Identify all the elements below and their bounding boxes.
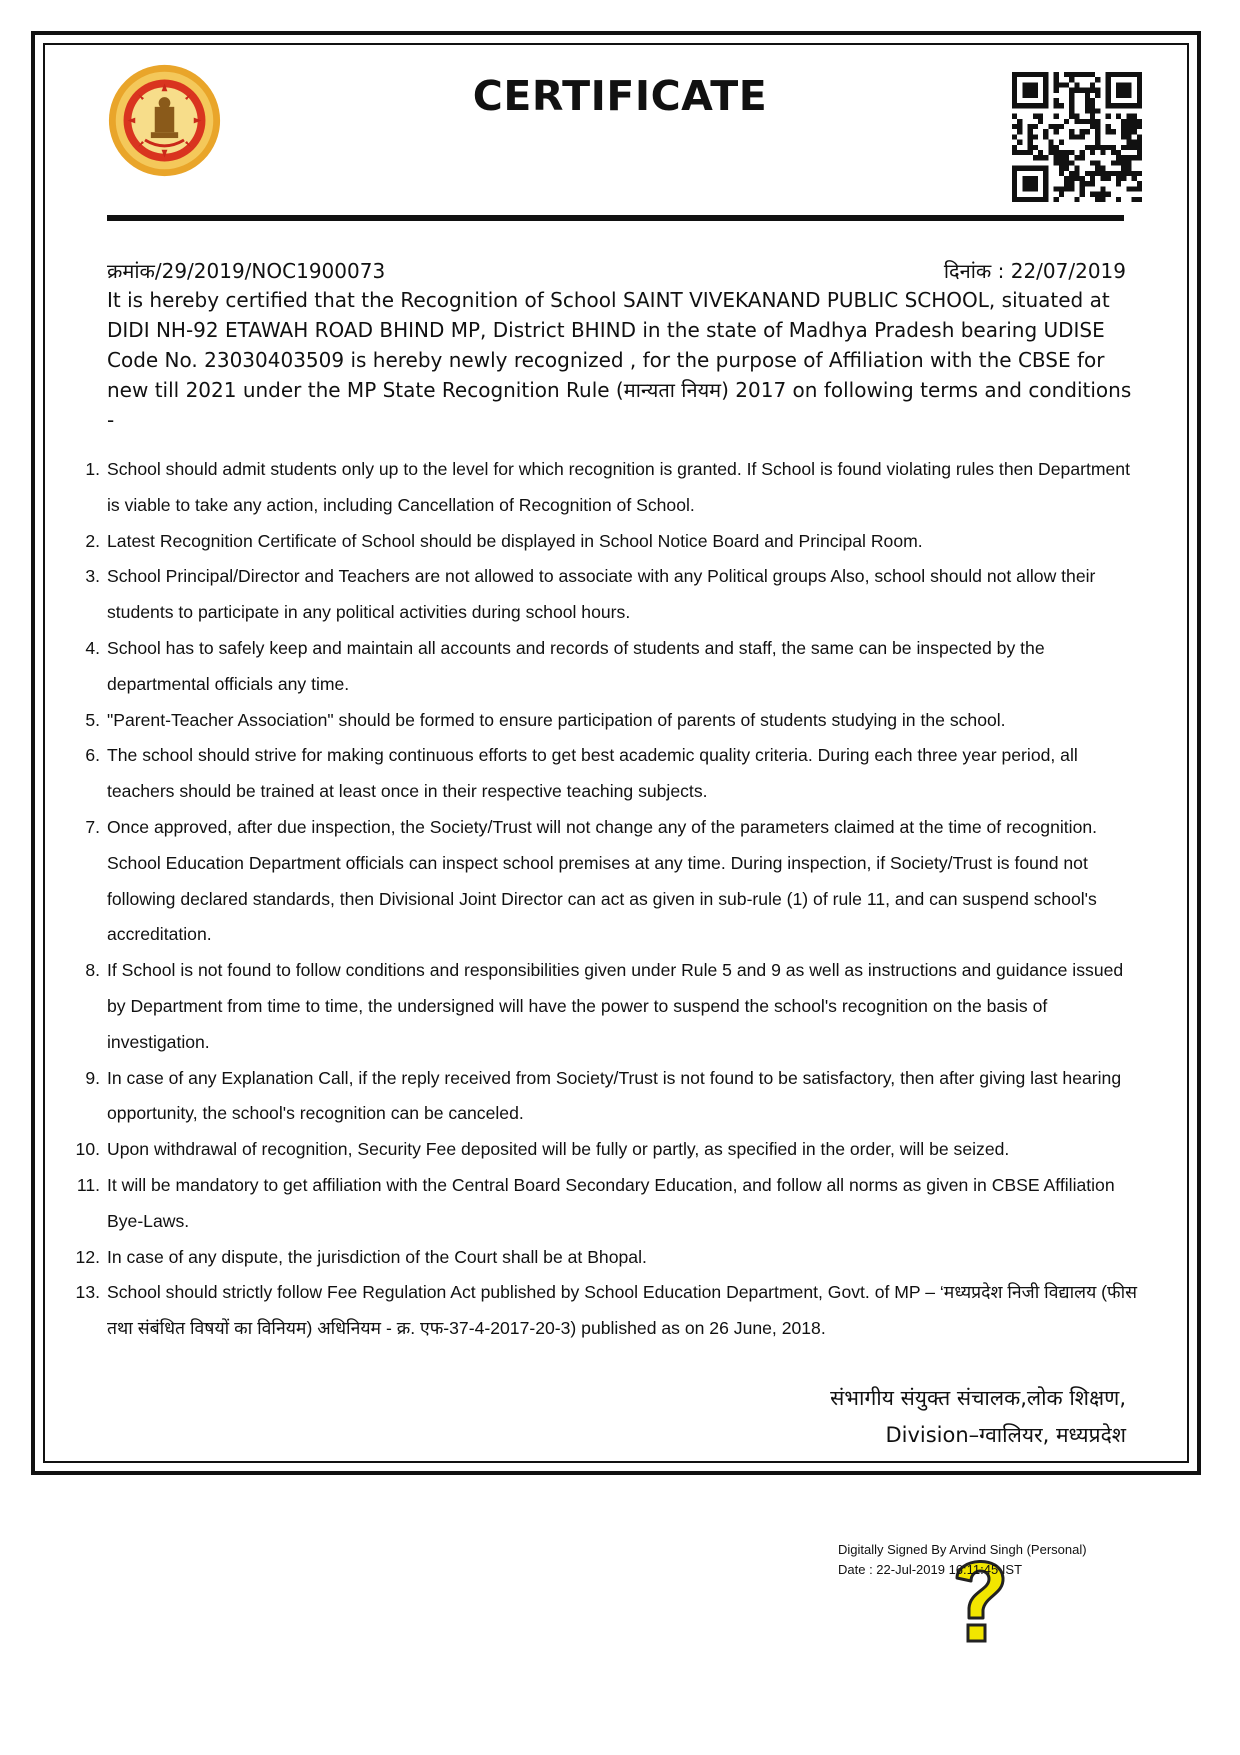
condition-number: 2. xyxy=(85,530,100,551)
condition-text: In case of any Explanation Call, if the reply received from Society/Trust is not found to be satisfactory, then after giving last hearing opportunity, the school's recognition can be canceled. xyxy=(107,1067,1122,1124)
issue-date xyxy=(944,257,1126,284)
qr-code-icon xyxy=(1012,72,1142,202)
condition-number: 6. xyxy=(85,745,100,766)
condition-text: Latest Recognition Certificate of School should be displayed in School Notice Board and Principal Room. xyxy=(107,530,923,551)
condition-item xyxy=(70,810,1140,953)
condition-number: 4. xyxy=(85,637,100,658)
condition-item xyxy=(70,559,1140,631)
condition-number: 9. xyxy=(85,1067,100,1088)
condition-item xyxy=(70,1275,1140,1347)
condition-text: Once approved, after due inspection, the Society/Trust will not change any of the parameters claimed at the time of recognition. School Education Department officials can inspect school premises at any time. During inspection, if Society/Trust is found not following declared standards, then Divisional Joint Director can act as given in sub-rule (1) of rule 11, and can suspend school's accreditation. xyxy=(107,816,1098,945)
condition-number: 8. xyxy=(85,960,100,981)
condition-text: The school should strive for making continuous efforts to get best academic quality criteria. During each three year period, all teachers should be trained at least once in their respective teaching subjects. xyxy=(107,745,1078,802)
condition-number: 5. xyxy=(85,709,100,730)
condition-item xyxy=(70,452,1140,524)
date-label: दिनांक : xyxy=(943,259,1011,283)
digital-signature-block xyxy=(838,1540,1087,1580)
condition-text: Upon withdrawal of recognition, Security Fee deposited will be fully or partly, as specified in the order, will be seized. xyxy=(107,1139,1010,1160)
condition-number: 1. xyxy=(85,459,100,479)
condition-text: It will be mandatory to get affiliation with the Central Board Secondary Education, and follow all norms as given in CBSE Affiliation Bye-Laws. xyxy=(107,1174,1115,1231)
condition-item xyxy=(70,631,1140,703)
certificate-title: CERTIFICATE xyxy=(472,72,768,120)
digital-sign-date: Date : 22-Jul-2019 16:11:45 IST xyxy=(838,1562,1023,1577)
condition-item xyxy=(70,738,1140,810)
signatory-division: Division–ग्वालियर, मध्यप्रदेश xyxy=(885,1423,1126,1447)
condition-number: 7. xyxy=(85,816,100,837)
condition-number: 3. xyxy=(85,566,100,587)
condition-item xyxy=(70,1168,1140,1240)
condition-number: 11. xyxy=(76,1174,100,1195)
condition-number: 12. xyxy=(75,1246,100,1267)
condition-text: School has to safely keep and maintain all accounts and records of students and staff, the same can be inspected by the departmental officials any time. xyxy=(107,637,1045,694)
conditions-list xyxy=(70,452,1140,1347)
condition-item xyxy=(70,1240,1140,1276)
signatory-block xyxy=(830,1380,1126,1454)
condition-number: 13. xyxy=(75,1282,100,1303)
header-divider xyxy=(107,215,1124,221)
date-value: 22/07/2019 xyxy=(1010,259,1126,283)
condition-text: If School is not found to follow conditions and responsibilities given under Rule 5 and 9 as well as instructions and guidance issued by Department from time to time, the undersigned will have the power to suspend the school's recognition on the basis of investigation. xyxy=(107,960,1124,1052)
certification-statement: It is hereby certified that the Recognition of School SAINT VIVEKANAND PUBLIC SCHOOL, situated at DIDI NH-92 ETAWAH ROAD BHIND MP, District BHIND in the state of Madhya Pradesh bearing UDISE Code No. 23030403509 is hereby newly recognized , for the purpose of Affiliation with the CBSE for new till 2021 under the MP State Recognition Rule (मान्यता नियम) 2017 on following terms and conditions - xyxy=(107,288,1132,432)
digital-signer: Digitally Signed By Arvind Singh (Personal) xyxy=(838,1542,1087,1557)
condition-text: School should admit students only up to the level for which recognition is granted. If School is found violating rules then Department is viable to take any action, including Cancellation of Recognition of School. xyxy=(107,459,1130,515)
condition-text: School should strictly follow Fee Regulation Act published by School Education Department, Govt. of MP – ‘मध्यप्रदेश निजी विद्यालय (फीस तथा संबंधित विषयों का विनियम) अधिनियम - क्र. एफ-37-4-2017-20-3) published as on 26 June, 2018. xyxy=(107,1282,1138,1339)
condition-text: "Parent-Teacher Association" should be formed to ensure participation of parents of students studying in the school. xyxy=(107,709,1006,730)
reference-number: क्रमांक/29/2019/NOC1900073 xyxy=(107,259,386,283)
condition-item xyxy=(70,953,1140,1060)
condition-item xyxy=(70,1132,1140,1168)
condition-text: School Principal/Director and Teachers are not allowed to associate with any Political groups Also, school should not allow their students to participate in any political activities during school hours. xyxy=(107,566,1096,623)
condition-text: In case of any dispute, the jurisdiction of the Court shall be at Bhopal. xyxy=(107,1246,647,1267)
condition-number: 10. xyxy=(75,1139,100,1160)
signatory-designation: संभागीय संयुक्त संचालक,लोक शिक्षण, xyxy=(830,1386,1126,1410)
condition-item xyxy=(70,524,1140,560)
condition-item xyxy=(70,703,1140,739)
condition-item xyxy=(70,1061,1140,1133)
